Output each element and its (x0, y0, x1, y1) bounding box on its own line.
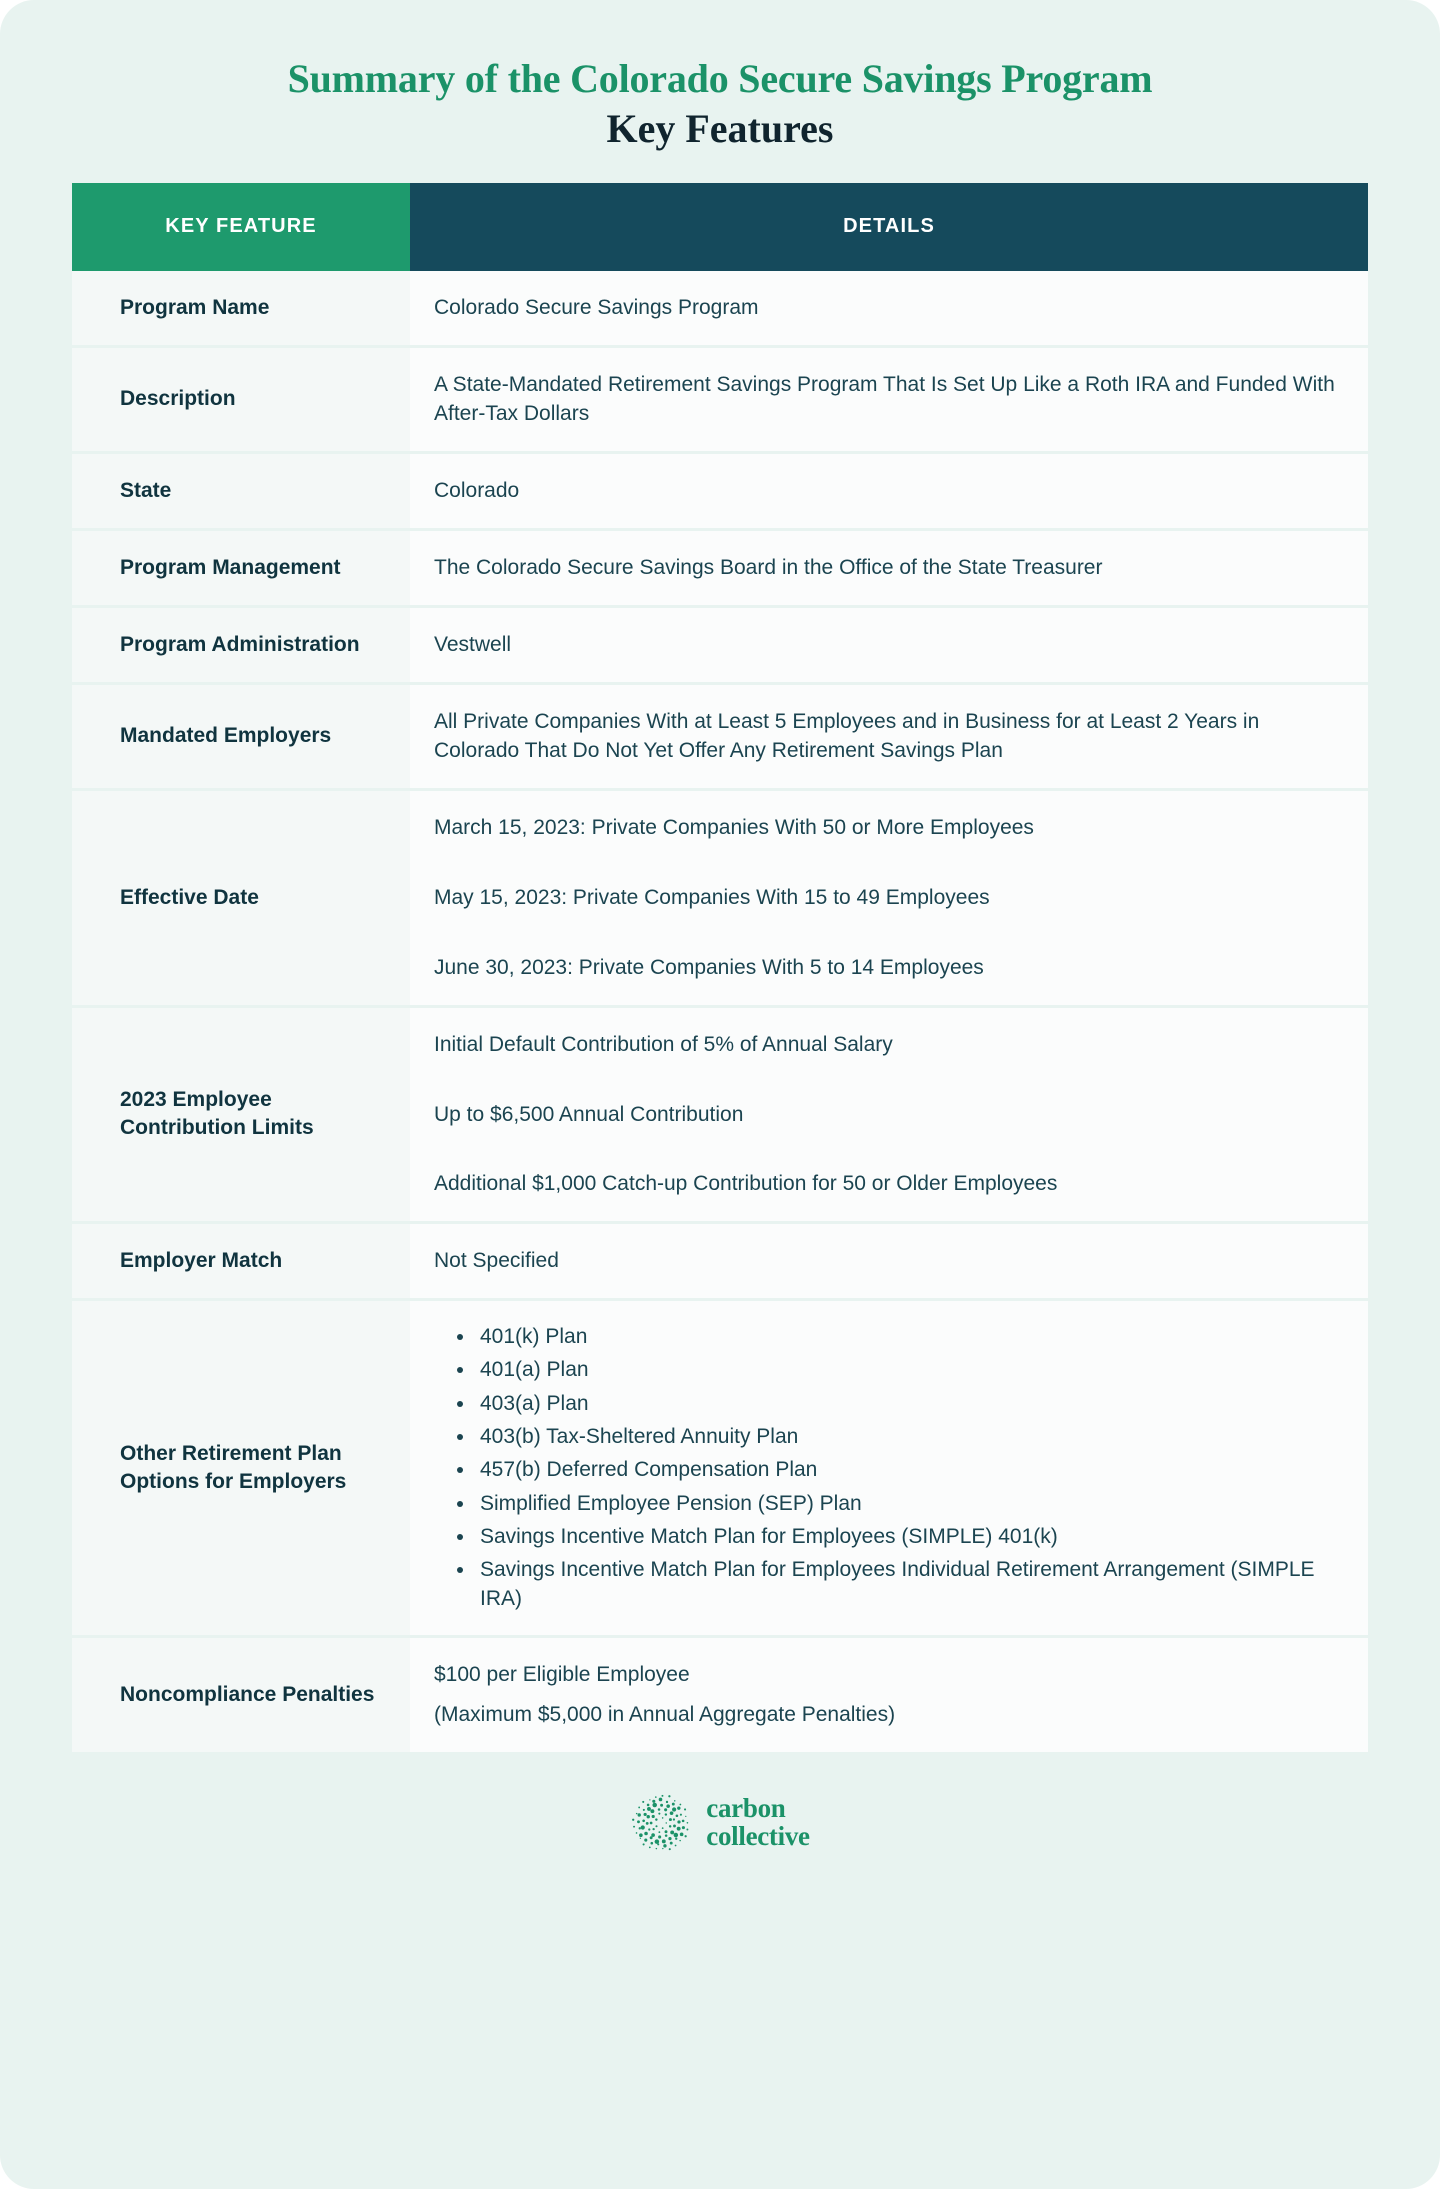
row-key-cell: State (72, 453, 410, 530)
row-value-cell (410, 1299, 1368, 1636)
row-key-cell: Effective Date (72, 790, 410, 1006)
list-item: • 403(a) Plan (476, 1390, 1338, 1418)
value-line: The Colorado Secure Savings Board in the Office of the State Treasurer (434, 556, 1103, 580)
value-line: May 15, 2023: Private Companies With 15 to 49 Employees (434, 886, 990, 910)
list-item: • Savings Incentive Match Plan for Employees Individual Retirement Arrangement (SIMPLE IRA) (476, 1556, 1338, 1613)
row-value-cell (410, 530, 1368, 607)
footer-logo (0, 1778, 1440, 1868)
row-key-cell: 2023 Employee Contribution Limits (72, 1006, 410, 1222)
column-header-key-feature: KEY FEATURE (72, 183, 410, 271)
row-key-cell: Noncompliance Penalties (72, 1637, 410, 1752)
row-key-cell: Other Retirement Plan Options for Employers (72, 1299, 410, 1636)
list-item: • 401(a) Plan (476, 1356, 1338, 1384)
table-body (72, 271, 1368, 1752)
table-row (72, 790, 1368, 1006)
page-subtitle: Key Features (606, 106, 834, 152)
value-line: $100 per Eligible Employee (434, 1663, 690, 1687)
list-item: • Simplified Employee Pension (SEP) Plan (476, 1490, 1338, 1518)
table-row (72, 346, 1368, 453)
table-header (72, 183, 1368, 271)
value-line: June 30, 2023: Private Companies With 5 to 14 Employees (434, 955, 984, 979)
features-table-wrapper (72, 183, 1368, 1752)
table-row (72, 606, 1368, 683)
table-row (72, 453, 1368, 530)
row-key-cell: Program Administration (72, 606, 410, 683)
row-key-cell: Mandated Employers (72, 683, 410, 790)
row-value-cell (410, 790, 1368, 1006)
value-line: All Private Companies With at Least 5 Employees and in Business for at Least 2 Years in Colorado That Do Not Yet Offer Any Retirement Savings Plan (434, 709, 1260, 763)
features-table (72, 183, 1368, 1752)
table-header-row (72, 183, 1368, 271)
row-value-cell (410, 346, 1368, 453)
value-line: Colorado Secure Savings Program (434, 295, 759, 319)
row-value-cell (410, 683, 1368, 790)
row-value-cell (410, 1637, 1368, 1752)
table-row (72, 1006, 1368, 1222)
list-item: • 457(b) Deferred Compensation Plan (476, 1456, 1338, 1484)
row-value-cell (410, 271, 1368, 346)
list-item: • 403(b) Tax-Sheltered Annuity Plan (476, 1423, 1338, 1451)
plan-options-list (434, 1323, 1338, 1613)
row-value-cell (410, 1006, 1368, 1222)
value-line: March 15, 2023: Private Companies With 50 or More Employees (434, 816, 1034, 840)
logo-line-1: carbon (706, 1793, 786, 1824)
page-title: Summary of the Colorado Secure Savings Program (287, 56, 1153, 101)
table-row (72, 1637, 1368, 1752)
column-header-details: DETAILS (410, 183, 1368, 271)
list-item: • 401(k) Plan (476, 1323, 1338, 1351)
value-line: Not Specified (434, 1249, 559, 1273)
carbon-collective-dots-icon (630, 1792, 692, 1854)
table-row (72, 530, 1368, 607)
list-item: • Savings Incentive Match Plan for Employees (SIMPLE) 401(k) (476, 1523, 1338, 1551)
logo-wordmark (706, 1795, 809, 1850)
table-row (72, 1223, 1368, 1300)
row-value-cell (410, 453, 1368, 530)
row-key-cell: Program Management (72, 530, 410, 607)
row-key-cell: Program Name (72, 271, 410, 346)
logo-line-2: collective (706, 1820, 810, 1851)
title-block (0, 0, 1440, 153)
row-value-cell (410, 1223, 1368, 1300)
table-row (72, 1299, 1368, 1636)
row-key-cell: Description (72, 346, 410, 453)
row-key-cell: Employer Match (72, 1223, 410, 1300)
table-row (72, 271, 1368, 346)
value-line: (Maximum $5,000 in Annual Aggregate Penalties) (434, 1702, 896, 1726)
value-line: Vestwell (434, 632, 512, 656)
row-value-cell (410, 606, 1368, 683)
value-line: Colorado (434, 479, 520, 503)
value-line: A State-Mandated Retirement Savings Program That Is Set Up Like a Roth IRA and Funded With After-Tax Dollars (434, 372, 1335, 426)
table-row (72, 683, 1368, 790)
value-line: Up to $6,500 Annual Contribution (434, 1102, 744, 1126)
value-line: Initial Default Contribution of 5% of Annual Salary (434, 1032, 893, 1056)
value-line: Additional $1,000 Catch-up Contribution for 50 or Older Employees (434, 1172, 1058, 1196)
